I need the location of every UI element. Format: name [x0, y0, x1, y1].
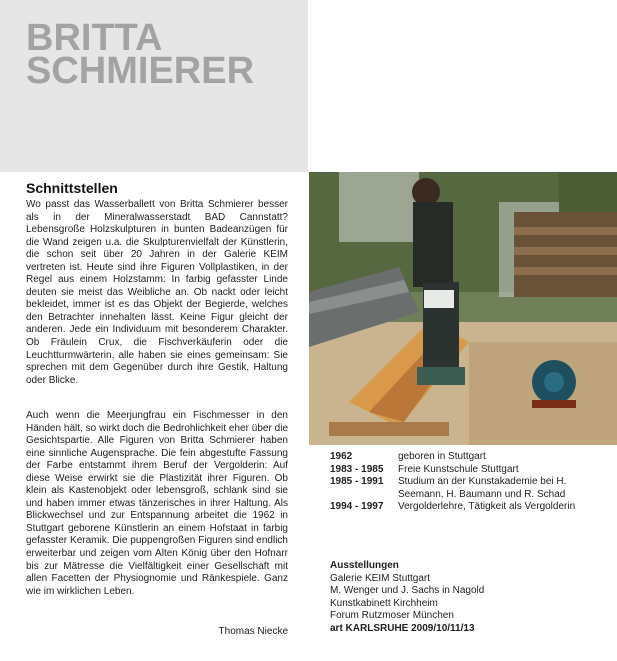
- bio-row: [330, 501, 600, 514]
- artist-photo: [309, 172, 617, 445]
- bio-row: [330, 476, 600, 501]
- exhibition-item: Galerie KEIM Stuttgart: [330, 572, 431, 584]
- exhibition-item: Forum Rutzmoser München: [330, 610, 454, 621]
- exhibition-item: Kunstkabinett Kirchheim: [330, 597, 438, 609]
- artist-last-name: SCHMIERER: [26, 50, 255, 92]
- artist-first-name: BRITTA: [26, 17, 163, 59]
- bio-desc: geboren in Stuttgart: [398, 451, 486, 462]
- article-paragraph-2: Auch wenn die Meerjungfrau ein Fischmesser in den Händen hält, so wirkt doch die Bedrohlichkeit eher über die Gesichtspartie. Alle Figuren von Britta Schmierer haben eine sinnliche Augensprache. Die fein abgestufte Fassung der Farbe entstammt ihrem Beruf der Vergolderin: Auf diese Weise erwirkt sie die Plastizität ihrer Figuren. Ob klein als Kastenobjekt oder lebensgroß, schlank sind sie und haben immer etwas tänzerisches in ihrer Haltung. Als Blickwechsel und zur Entspannung arbeitet die 1962 in Stuttgart geborene Künstlerin an einem Hofstaat in farbig gefasster Keramik. Die puppengroßen Figuren sind endlich erweiterbar und zeigen vom Alten König über den Hofnarr bis zur Mätresse die Vielfältigkeit einer Gesellschaft mit allen Facetten der Physiognomie und Ränkespiele. Ganz wie im wirklichen Leben.: [26, 410, 288, 597]
- bio-row: [330, 464, 600, 477]
- bio-year: 1983 - 1985: [330, 463, 384, 475]
- exhibitions: [330, 560, 600, 635]
- article-title: Schnittstellen: [26, 180, 118, 196]
- exhibition-highlight: art KARLSRUHE 2009/10/11/13: [330, 622, 475, 634]
- bio-desc: Freie Kunstschule Stuttgart: [398, 463, 519, 475]
- bio-year: 1985 - 1991: [330, 476, 384, 488]
- article-author: Thomas Niecke: [218, 626, 288, 637]
- bio-year: 1962: [330, 451, 353, 462]
- bio-desc: Studium an der Kunstakademie bei H. Seemann, H. Baumann und R. Schad: [398, 476, 567, 500]
- exhibition-item: M. Wenger und J. Sachs in Nagold: [330, 585, 485, 596]
- bio-desc: Vergolderlehre, Tätigkeit als Vergolderin: [398, 501, 576, 513]
- bio-year: 1994 - 1997: [330, 501, 384, 513]
- bio-row: [330, 451, 600, 464]
- bio-list: [330, 451, 600, 514]
- header-box: [0, 0, 308, 172]
- exhibitions-heading: Ausstellungen: [330, 560, 399, 571]
- article-paragraph-1: Wo passt das Wasserballett von Britta Schmierer besser als in der Mineralwasserstadt BAD Cannstatt? Lebensgroße Holzskulpturen in bunten Badeanzügen für die Wand zeigen u.a. die Skulpturenvielfalt der Künstlerin, die schon seit über 20 Jahren in der Galerie KEIM vertreten ist. Heute sind ihre Figuren Vollplastiken, in der Regel aus einem Holzstamm: In farbig gefasster Linde deuten sie meist das Weibliche an. Ob nackt oder leicht bekleidet, immer ist es das Objekt der Begierde, welches den Betrachter innehalten lässt. Keine Figur gleicht der anderen. Jede ein Individuum mit besonderem Charakter. Ob Fräulein Crux, die Fischverkäuferin oder die Leuchtturmwärterin, alle haben sie eines gemeinsam: Sie sprechen mit dem Gegenüber durch ihre Gestik, Haltung oder Blicke.: [26, 199, 288, 386]
- artist-name: [26, 17, 255, 92]
